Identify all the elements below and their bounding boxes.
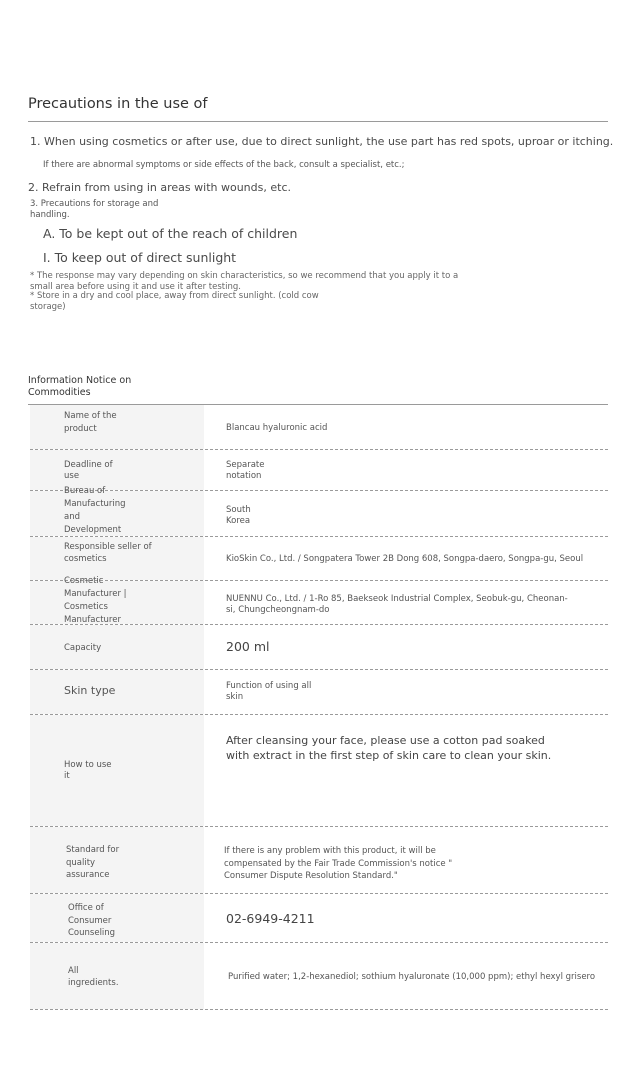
row-label-cell	[30, 670, 204, 714]
table-row	[30, 827, 608, 894]
row-value: NUENNU Co., Ltd. / 1-Ro 85, Baekseok Industrial Complex, Seobuk-gu, Cheonan-si, Chungcheongnam-do	[226, 594, 568, 615]
row-value: Blancau hyaluronic acid	[226, 423, 328, 433]
table-row	[30, 625, 608, 670]
row-label-cell	[30, 537, 204, 580]
row-label-cell	[30, 715, 204, 826]
row-label: Office of Consumer Counseling	[68, 903, 116, 938]
row-label-cell	[30, 625, 204, 669]
row-label-cell	[30, 827, 204, 893]
divider	[28, 121, 608, 122]
row-value: Purified water; 1,2-hexanediol; sothium hyaluronate (10,000 ppm); ethyl hexyl grisero	[228, 972, 596, 982]
row-label: Name of the product	[64, 411, 117, 434]
row-label: Capacity	[64, 643, 102, 653]
info-notice-title: Information Notice on Commodities	[28, 375, 132, 398]
row-label: Deadline of use	[64, 460, 113, 481]
precautions-title: Precautions in the use of	[28, 96, 208, 112]
table-row	[30, 894, 608, 943]
row-value: 02-6949-4211	[226, 911, 315, 926]
table-row	[30, 486, 608, 537]
row-value: 200 ml	[226, 639, 270, 654]
row-label: Responsible seller of cosmetics	[64, 542, 152, 564]
row-label: How to use it	[64, 760, 112, 781]
info-table	[30, 405, 608, 1010]
table-row	[30, 405, 608, 450]
row-value: If there is any problem with this product, it will be compensated by the Fair Trade Commission's notice " Consumer Dispute Resolution Standard."	[224, 846, 453, 881]
row-value: After cleansing your face, please use a cotton pad soaked with extract in the first step of skin care to clean your skin.	[226, 734, 552, 762]
table-row	[30, 943, 608, 1010]
precaution-item-2: 2. Refrain from using in areas with wounds, etc.	[28, 181, 291, 194]
row-label-cell	[30, 943, 204, 1009]
precaution-item-i: I. To keep out of direct sunlight	[43, 250, 237, 265]
table-row	[30, 670, 608, 715]
row-value: KioSkin Co., Ltd. / Songpatera Tower 2B Dong 608, Songpa-daero, Songpa-gu, Seoul	[226, 554, 584, 564]
row-value: Separate notation	[226, 460, 265, 481]
row-label-cell	[30, 405, 204, 449]
row-value: South Korea	[226, 505, 251, 526]
row-label: All ingredients.	[68, 966, 119, 988]
row-label: Standard for quality assurance	[66, 845, 120, 880]
row-value: Function of using all skin	[226, 681, 312, 702]
row-label: Cosmetic Manufacturer | Cosmetics Manufacturer	[64, 576, 127, 625]
precaution-item-1: 1. When using cosmetics or after use, due to direct sunlight, the use part has red spots, uproar or itching.	[30, 135, 614, 148]
row-label: Skin type	[64, 684, 116, 697]
row-label-cell	[30, 894, 204, 942]
precaution-item-3: 3. Precautions for storage and handling.	[30, 199, 159, 220]
row-label: Bureau of Manufacturing and Development	[64, 486, 126, 535]
precaution-note-1: * The response may vary depending on skin characteristics, so we recommend that you apply it to a small area before using it and use it after testing.	[30, 271, 459, 292]
row-label-cell	[30, 576, 204, 625]
table-row	[30, 576, 608, 625]
precaution-item-a: A. To be kept out of the reach of children	[43, 226, 298, 241]
precaution-item-1-note: If there are abnormal symptoms or side effects of the back, consult a specialist, etc.;	[43, 160, 405, 170]
table-row	[30, 715, 608, 827]
row-label-cell	[30, 450, 204, 490]
precaution-note-2: * Store in a dry and cool place, away from direct sunlight. (cold cow storage)	[30, 291, 319, 312]
row-label-cell	[30, 486, 204, 536]
